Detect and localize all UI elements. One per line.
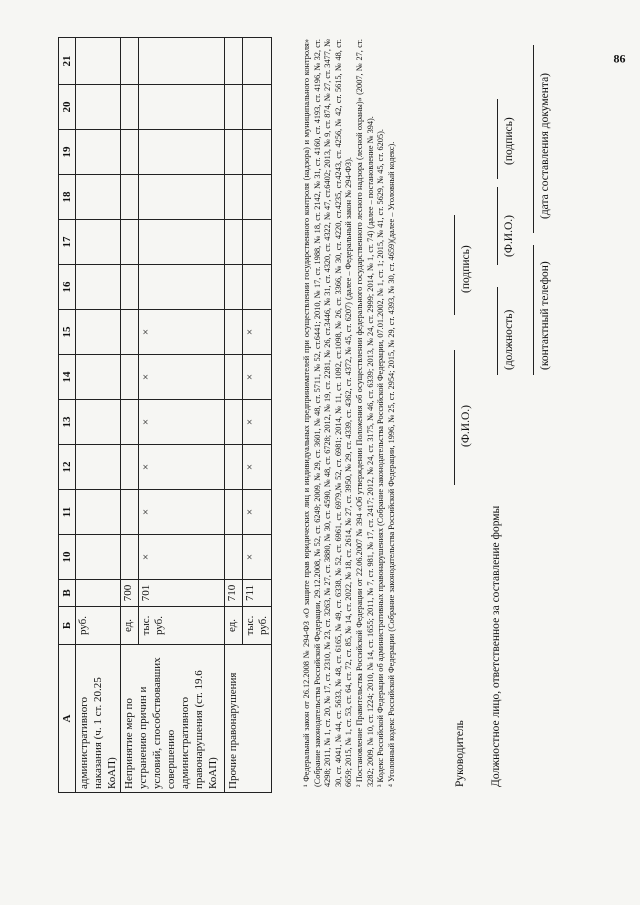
footnotes <box>302 39 397 787</box>
signature-caption-2: (подпись) <box>503 117 515 165</box>
table-cell: × <box>139 310 225 355</box>
table-cell <box>76 220 121 265</box>
table-cell <box>121 310 139 355</box>
table-cell <box>225 175 243 220</box>
position-caption: (должность) <box>503 309 515 370</box>
date-caption: (дата составления документа) <box>539 72 551 219</box>
table-cell <box>225 265 243 310</box>
table-cell <box>139 38 225 85</box>
table-cell: × <box>139 400 225 445</box>
row-code <box>76 580 121 607</box>
table-cell <box>243 265 272 310</box>
table-cell: × <box>139 490 225 535</box>
column-header: 20 <box>59 85 76 130</box>
table-cell: × <box>243 535 272 580</box>
table-cell <box>243 85 272 130</box>
table-row <box>225 38 243 793</box>
fio-line-2 <box>497 187 498 265</box>
table-row <box>121 38 139 793</box>
column-header: 10 <box>59 535 76 580</box>
table-cell <box>225 400 243 445</box>
column-header: 17 <box>59 220 76 265</box>
row-code: 710 <box>225 580 243 607</box>
table-cell <box>225 38 243 85</box>
table-cell: × <box>139 445 225 490</box>
footnote: ³ Кодекс Российской Федерации об административных правонарушениях (Собрание законодательства Российской Федерации, 07.01.2002, № 1, ст. 1; 2015, № 41, ст. 5629, № 45, ст. 6205). <box>376 129 386 787</box>
table-cell <box>243 130 272 175</box>
row-code: 700 <box>121 580 139 607</box>
row-code: 701 <box>139 580 225 607</box>
table-cell <box>121 38 139 85</box>
position-line <box>497 287 498 375</box>
table-cell <box>76 85 121 130</box>
row-label: Непринятие мер по устранению причин и условий, способствовавших совершению административного правонарушения (ст. 19.6 КоАП) <box>121 645 225 793</box>
table-cell <box>76 130 121 175</box>
phone-line <box>533 245 534 375</box>
table-cell <box>121 400 139 445</box>
table-cell: × <box>243 445 272 490</box>
row-label: Прочие правонарушения <box>225 645 272 793</box>
table-cell <box>76 38 121 85</box>
table-cell: × <box>243 490 272 535</box>
table-cell <box>76 400 121 445</box>
column-header: 19 <box>59 130 76 175</box>
fio-caption-2: (Ф.И.О.) <box>503 215 515 257</box>
table-cell <box>121 355 139 400</box>
row-unit: тыс. руб. <box>139 607 225 645</box>
column-header: 14 <box>59 355 76 400</box>
column-header: 11 <box>59 490 76 535</box>
table-cell <box>225 85 243 130</box>
table-cell <box>243 175 272 220</box>
table-cell <box>139 220 225 265</box>
table-header-row <box>59 38 76 793</box>
table-cell: × <box>139 535 225 580</box>
table-cell <box>225 490 243 535</box>
column-header: А <box>59 645 76 793</box>
table-cell: × <box>139 355 225 400</box>
column-header: 15 <box>59 310 76 355</box>
table-cell <box>225 130 243 175</box>
table-cell <box>121 535 139 580</box>
table-cell <box>76 535 121 580</box>
report-table <box>58 37 272 793</box>
head-label: Руководитель <box>454 720 466 787</box>
head-signature-line <box>454 215 455 315</box>
head-fio-caption: (Ф.И.О.) <box>460 405 472 447</box>
table-cell <box>121 85 139 130</box>
table-cell <box>139 130 225 175</box>
footnote: ² Постановление Правительства Российской Федерации от 22.06.2007 № 394 «Об утверждении Положения об осуществлении федерального государственного лесного надзора (лесной охраны)» (2007, № 27, ст. 3282; 2009, № 10, ст. 1224; 2010, № 14, ст. 1655; 2011, № 7, ст. 981, № 17, ст. 2417; 2012, № 24, ст. 3175, № 46, ст. 6339; 2013, № 24, ст. 2999; 2014, № 1, ст. 74) (далее – постановление № 394). <box>354 39 375 787</box>
table-cell <box>76 445 121 490</box>
phone-caption: (контактный телефон) <box>539 261 551 370</box>
table-cell <box>243 220 272 265</box>
signature-line-2 <box>497 99 498 179</box>
table-cell <box>139 175 225 220</box>
table-cell <box>76 175 121 220</box>
table-cell <box>121 130 139 175</box>
column-header: 18 <box>59 175 76 220</box>
responsible-label: Должностное лицо, ответственное за составление формы <box>490 505 502 787</box>
table-cell <box>225 220 243 265</box>
row-code: 711 <box>243 580 272 607</box>
column-header: Б <box>59 607 76 645</box>
row-unit: тыс. руб. <box>243 607 272 645</box>
row-unit: руб. <box>76 607 121 645</box>
head-fio-line <box>454 350 455 485</box>
page-number: 86 <box>613 51 626 66</box>
footnote: ⁴ Уголовный кодекс Российской Федерации (Собрание законодательства Российской Федерации, 1996, № 25, ст. 2954; 2015, № 29, ст. 4393, № 30, ст. 4659)(далее – Уголовный кодекс). <box>386 141 396 787</box>
date-line <box>533 45 534 233</box>
table-cell <box>225 535 243 580</box>
table-cell <box>225 445 243 490</box>
table-cell <box>225 310 243 355</box>
column-header: В <box>59 580 76 607</box>
footnote: ¹ Федеральный закон от 26.12.2008 № 294-ФЗ «О защите прав юридических лиц и индивидуальных предпринимателей при осуществлении государственного контроля (надзора) и муниципального контроля» (Собрание законодательства Российской Федерации, 29.12.2008, № 52, ст. 6249; 2009, № 29, ст. 3601, № 48, ст. 5711, № 52, ст.6441; 2010, № 17, ст. 1988, № 18, ст. 2142, № 31, ст. 4160, ст. 4193, ст. 4196, № 32, ст. 4298; 2011, № 1, ст. 20, № 17, ст. 2310, № 23, ст. 3263, № 27, ст. 3880, № 30, ст. 4590, № 48, ст. 6728; 2012, № 19, ст. 2281, № 26, ст.3446, № 31, ст. 4320, ст. 4322, № 47, ст.6402; 2013, № 9, ст. 874, № 27, ст. 3477, № 30, ст. 4041, № 44, ст. 5633, № 48, ст. 6165, № 49, ст. 6338, № 52, ст. 6961, ст. 6979,№ 52, ст. 6981; 2014, № 11, ст. 1092, ст.1098, № 26, ст. 3366, № 30, ст. 4220, ст.4235, ст.4243, ст. 4256, № 42, ст. 5615, № 48, ст. 6659; 2015, № 1, ст. 53, ст. 64, ст. 72, ст. 85, № 14, ст. 2022, № 18, ст. 2614, № 27, ст. 3950, № 29, ст. 4339, ст. 4362, ст. 4372, № 45, ст. 6207) (далее – Федеральный закон № 294-ФЗ). <box>302 39 354 787</box>
head-signature-caption: (подпись) <box>460 245 472 293</box>
table-cell <box>121 220 139 265</box>
table-row <box>76 38 121 793</box>
table-cell <box>139 265 225 310</box>
table-cell: × <box>243 400 272 445</box>
table-cell <box>121 490 139 535</box>
column-header: 13 <box>59 400 76 445</box>
column-header: 16 <box>59 265 76 310</box>
table-cell <box>139 85 225 130</box>
table-cell <box>121 445 139 490</box>
table-cell <box>243 38 272 85</box>
table-cell: × <box>243 355 272 400</box>
table-cell <box>76 490 121 535</box>
column-header: 12 <box>59 445 76 490</box>
row-unit: ед. <box>121 607 139 645</box>
table-cell <box>76 265 121 310</box>
table-cell <box>121 175 139 220</box>
table-cell: × <box>243 310 272 355</box>
table-cell <box>225 355 243 400</box>
row-unit: ед. <box>225 607 243 645</box>
table-cell <box>76 355 121 400</box>
table-cell <box>76 310 121 355</box>
table-cell <box>121 265 139 310</box>
column-header: 21 <box>59 38 76 85</box>
row-label: административного наказания (ч. 1 ст. 20.25 КоАП) <box>76 645 121 793</box>
